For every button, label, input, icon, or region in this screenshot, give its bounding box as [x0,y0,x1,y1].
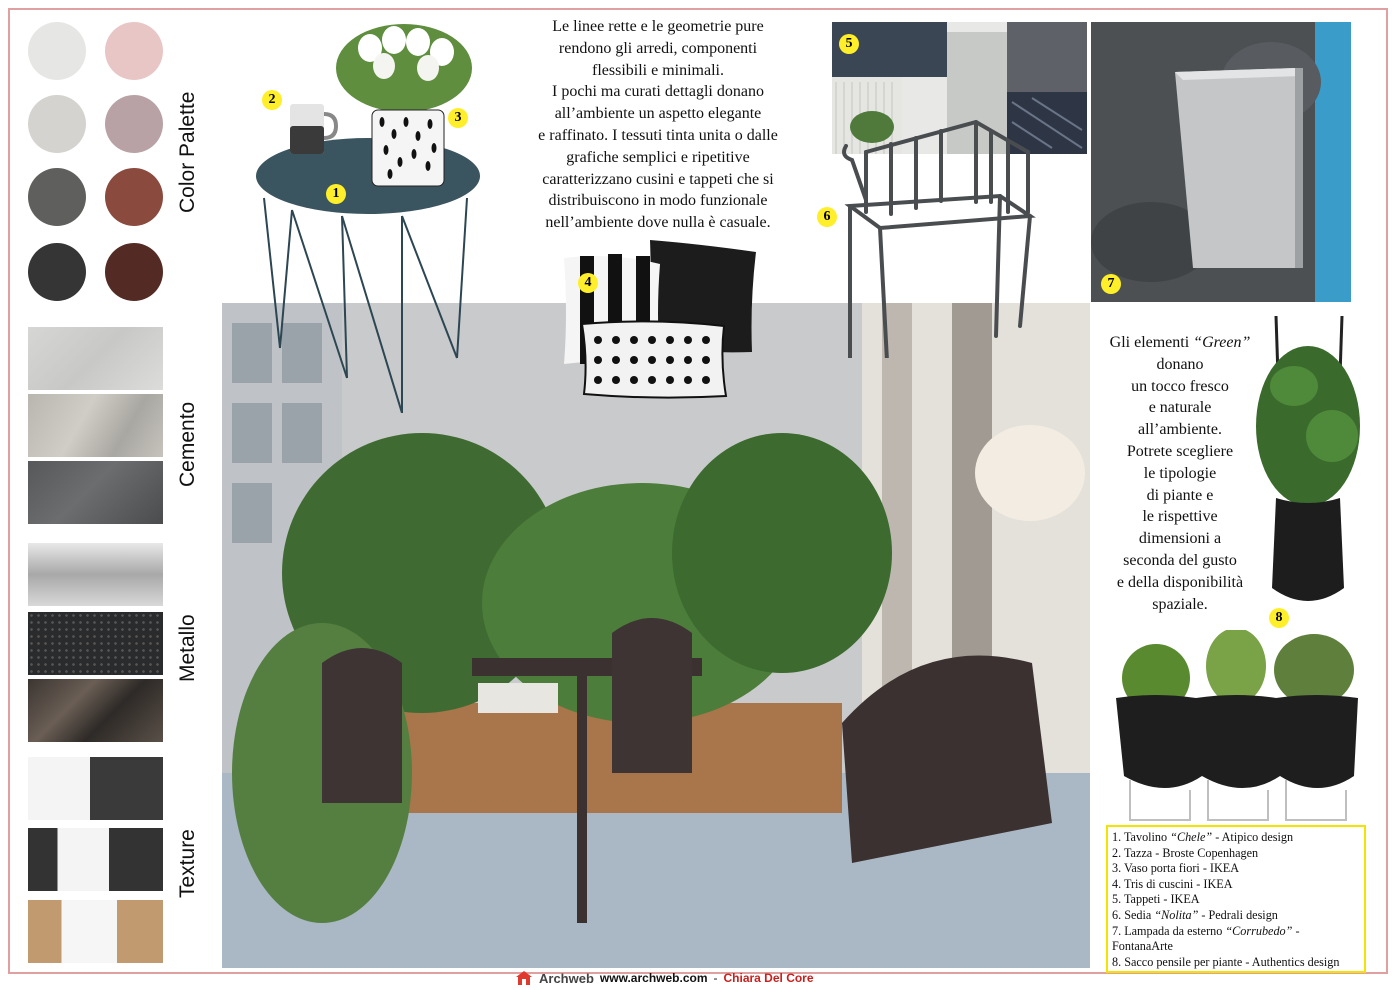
hanging-planter-illustration [1250,316,1370,612]
swatch-1 [28,22,86,80]
cement-tile-2 [28,394,163,457]
legend-item-2: 2. Tazza - Broste Copenhagen [1112,845,1259,860]
cement-tile-3 [28,461,163,524]
herb-planters-illustration [1116,630,1358,822]
cement-label: Cemento [176,401,199,487]
swatch-6 [105,168,163,226]
badge-4: 4 [578,273,598,293]
metal-tile-1 [28,543,163,606]
lamp-photo [1091,22,1351,302]
texture-tile-1 [28,757,163,820]
swatch-5 [28,168,86,226]
swatch-4 [105,95,163,153]
badge-6: 6 [817,207,837,227]
legend-item-6: 6. Sedia “Nolita” - Pedrali design [1112,907,1278,922]
footer-author: Chiara Del Core [723,971,814,985]
legend-item-4: 4. Tris di cuscini - IKEA [1112,876,1233,891]
footer [515,968,814,988]
description-text: Le linee rette e le geometrie pure rendono gli arredi, componenti flessibili e minimali. I pochi ma curati dettagli donano all’ambiente un aspetto elegante e raffinato. I tessuti tinta unita o dalle grafiche semplici e ripetitive caratterizzano cusini e tappeti che si distribuiscono in modo funzionale nell’ambiente dove nulla è casuale. [538,18,778,232]
badge-8: 8 [1269,608,1289,628]
metal-tile-2 [28,612,163,675]
legend-item-7: 7. Lampada da esterno “Corrubedo” - [1112,923,1300,938]
vase-illustration [330,18,478,188]
swatch-8 [105,243,163,301]
texture-tile-3 [28,900,163,963]
legend-item-8: 8. Sacco pensile per piante - Authentics design [1112,954,1340,969]
swatch-7 [28,243,86,301]
metal-tile-3 [28,679,163,742]
legend-item-1: 1. Tavolino “Chele” - Atipico design [1112,830,1294,844]
badge-3: 3 [448,108,468,128]
palette-label: Color Palette [176,91,199,213]
swatch-2 [105,22,163,80]
green-text: Gli elementi “Green” donano un tocco fresco e naturale all’ambiente. Potrete scegliere le tipologie di piante e le rispettive dimensioni a seconda del gusto e della disponibilità spaziale. [1109,334,1251,613]
footer-brand: Archweb [539,970,594,986]
legend-item-3: 3. Vaso porta fiori - IKEA [1112,861,1240,876]
cement-tile-1 [28,327,163,390]
badge-2: 2 [262,90,282,110]
metal-label: Metallo [176,614,199,682]
footer-url[interactable]: www.archweb.com [599,971,708,985]
footer-separator: - [713,971,718,985]
archweb-logo-icon [515,970,533,986]
product-legend [1106,825,1366,973]
legend-item-5: 5. Tappeti - IKEA [1112,892,1200,907]
cushions-illustration [560,236,760,400]
badge-7: 7 [1101,274,1121,294]
legend-item-7-cont: FontanaArte [1112,939,1173,954]
chair-illustration [836,116,1036,358]
badge-1: 1 [326,184,346,204]
texture-tile-2 [28,828,163,891]
badge-5: 5 [839,34,859,54]
texture-label: Texture [176,829,199,898]
swatch-3 [28,95,86,153]
